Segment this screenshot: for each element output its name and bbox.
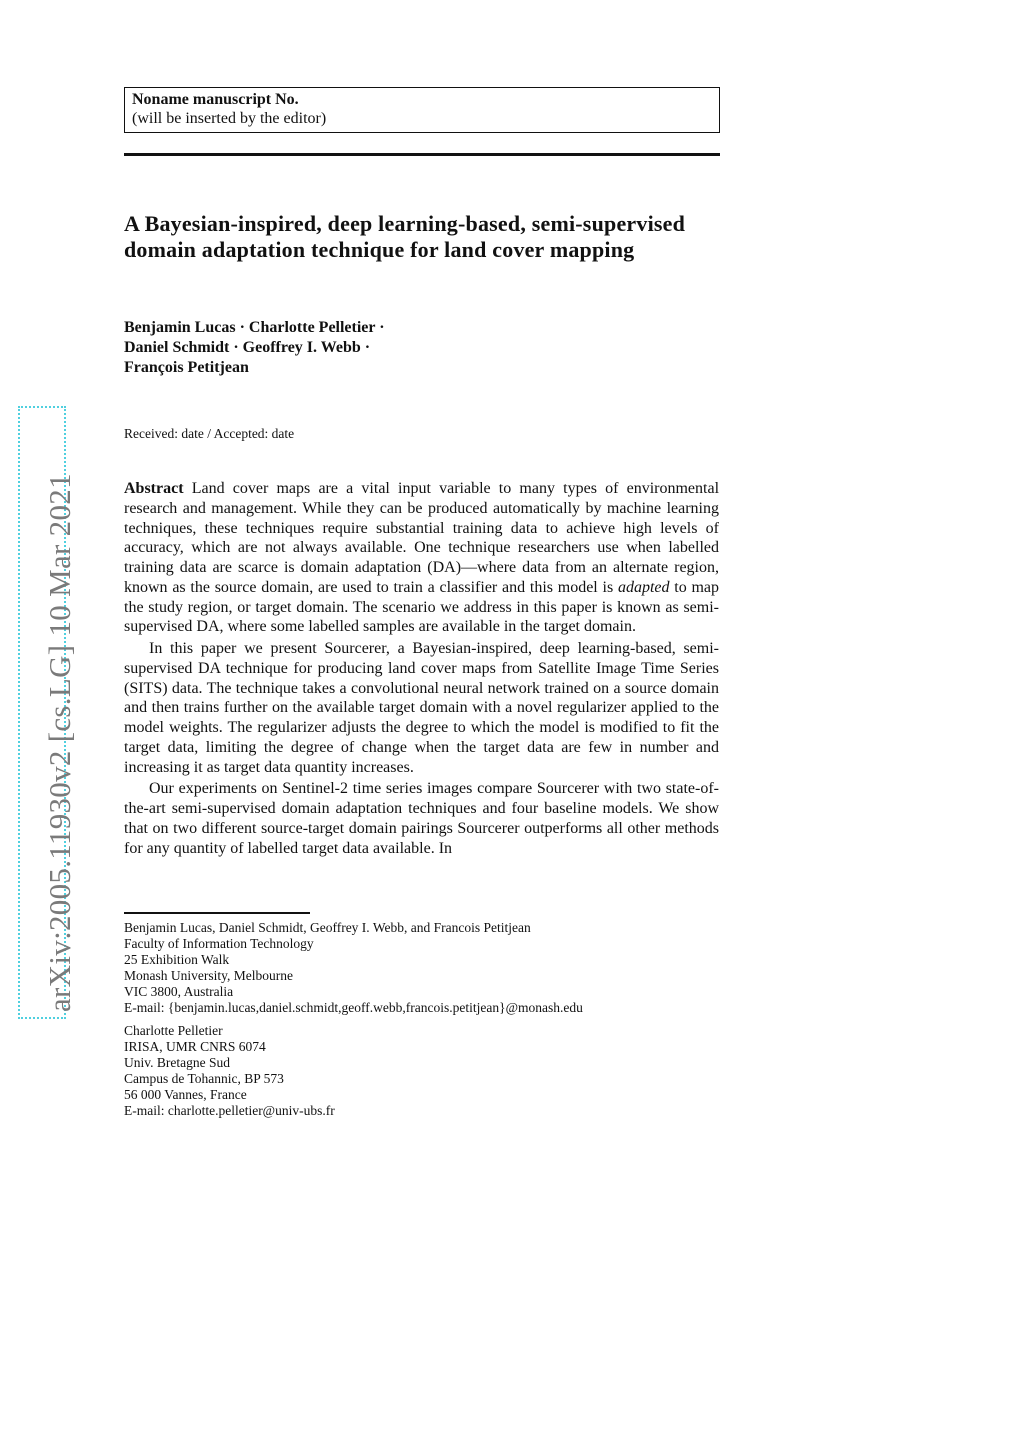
abstract-emphasis: adapted bbox=[617, 578, 670, 596]
affiliation-ubs bbox=[124, 1023, 724, 1119]
header-rule bbox=[124, 153, 720, 156]
affil-city: 56 000 Vannes, France bbox=[124, 1087, 247, 1102]
author-line-2: Daniel Schmidt · Geoffrey I. Webb · bbox=[124, 339, 371, 356]
abstract bbox=[124, 479, 719, 858]
received-date: Received: date / Accepted: date bbox=[124, 426, 295, 441]
author-line-1: Benjamin Lucas · Charlotte Pelletier · bbox=[124, 319, 385, 336]
affil-names: Benjamin Lucas, Daniel Schmidt, Geoffrey I. Webb, and Francois Petitjean bbox=[124, 920, 531, 935]
affil-name: Charlotte Pelletier bbox=[124, 1023, 223, 1038]
affil-region: VIC 3800, Australia bbox=[124, 984, 234, 999]
affil-street: 25 Exhibition Walk bbox=[124, 952, 230, 967]
abstract-p1-part1: Land cover maps are a vital input variable to many types of environmental research and management. While they can be produced automatically by machine learning techniques, these techniques require substantial training data to achieve high levels of accuracy, which are not always available. One technique researchers use when labelled training data are scarce is domain adaptation (DA)—where data from an alternate region, known as the source domain, are used to train a classifier and this model is bbox=[124, 480, 720, 596]
abstract-paragraph-3: Our experiments on Sentinel-2 time series images compare Sourcerer with two state-of-the-art semi-supervised domain adaptation techniques and four baseline models. We show that on two different source-target domain pairings Sourcerer outperforms all other methods for any quantity of labelled target data available. In bbox=[124, 780, 719, 857]
affil-email: E-mail: {benjamin.lucas,daniel.schmidt,geoff.webb,francois.petitjean}@monash.edu bbox=[124, 1000, 583, 1015]
affil-lab: IRISA, UMR CNRS 6074 bbox=[124, 1039, 266, 1054]
footnote-rule bbox=[124, 912, 310, 914]
manuscript-number: Noname manuscript No. bbox=[132, 91, 299, 108]
paper-title: A Bayesian-inspired, deep learning-based, semi-supervised domain adaptation technique for land cover mapping bbox=[124, 211, 686, 262]
affiliation-monash bbox=[124, 920, 724, 1016]
affil-university: Univ. Bretagne Sud bbox=[124, 1055, 230, 1070]
affil-campus: Campus de Tohannic, BP 573 bbox=[124, 1071, 284, 1086]
author-list bbox=[124, 318, 684, 378]
author-line-3: François Petitjean bbox=[124, 359, 249, 376]
arxiv-stamp: arXiv:2005.11930v2 [cs.LG] 10 Mar 2021 bbox=[42, 473, 77, 1012]
affil-faculty: Faculty of Information Technology bbox=[124, 936, 314, 951]
abstract-label: Abstract bbox=[124, 480, 184, 497]
affil-email: E-mail: charlotte.pelletier@univ-ubs.fr bbox=[124, 1103, 335, 1118]
abstract-paragraph-1 bbox=[124, 479, 719, 637]
affil-university: Monash University, Melbourne bbox=[124, 968, 293, 983]
editor-box bbox=[124, 87, 720, 133]
abstract-p1-part2: to map the study region, or target domain. The scenario we address in this paper is known as semi-supervised DA, where some labelled samples are available in the target domain. bbox=[124, 578, 720, 636]
editor-note: (will be inserted by the editor) bbox=[132, 110, 327, 127]
abstract-paragraph-2: In this paper we present Sourcerer, a Bayesian-inspired, deep learning-based, semi-supervised DA technique for producing land cover maps from Satellite Image Time Series (SITS) data. The technique takes a convolutional neural network trained on a source domain and then trains further on the available target domain with a novel regularizer applied to the model weights. The regularizer adjusts the degree to which the model is modified to fit the target data, limiting the degree of change when the target data are few in number and increasing it as target data quantity increases. bbox=[124, 640, 719, 776]
